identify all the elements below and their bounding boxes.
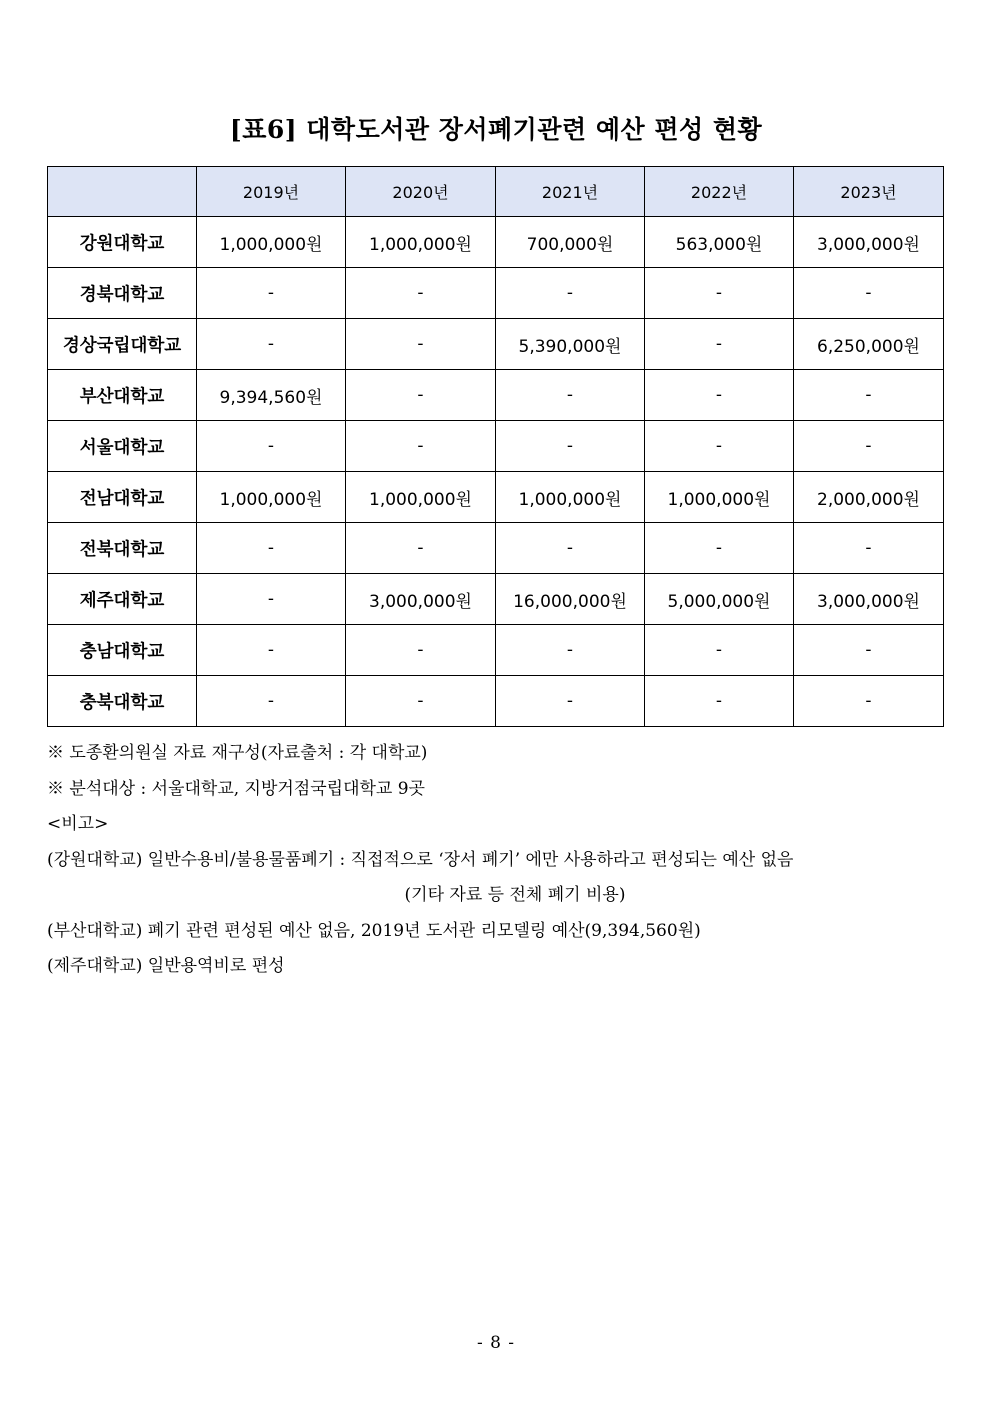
budget-value-cell: 9,394,560원 bbox=[197, 370, 346, 421]
university-name-cell: 부산대학교 bbox=[48, 370, 197, 421]
budget-value-cell: - bbox=[346, 676, 496, 727]
budget-value-cell: - bbox=[197, 421, 346, 472]
year-header: 2023년 bbox=[794, 167, 944, 217]
table-row bbox=[48, 574, 944, 625]
budget-value-cell: - bbox=[197, 523, 346, 574]
budget-value-cell: 5,000,000원 bbox=[645, 574, 794, 625]
table-row bbox=[48, 370, 944, 421]
university-name-cell: 서울대학교 bbox=[48, 421, 197, 472]
budget-value-cell: 1,000,000원 bbox=[645, 472, 794, 523]
budget-value-cell: - bbox=[794, 268, 944, 319]
budget-value-cell: - bbox=[496, 625, 645, 676]
budget-value-cell: 1,000,000원 bbox=[197, 472, 346, 523]
table-row bbox=[48, 676, 944, 727]
year-header: 2021년 bbox=[496, 167, 645, 217]
remark-busan: (부산대학교) 폐기 관련 편성된 예산 없음, 2019년 도서관 리모델링 예산(9,394,560원) bbox=[47, 920, 701, 941]
budget-value-cell: 1,000,000원 bbox=[346, 217, 496, 268]
budget-value-cell: 700,000원 bbox=[496, 217, 645, 268]
budget-value-cell: - bbox=[645, 523, 794, 574]
budget-value-cell: - bbox=[197, 676, 346, 727]
year-header: 2020년 bbox=[346, 167, 496, 217]
remark-kangwon: (강원대학교) 일반수용비/불용물품폐기 : 직접적으로 ‘장서 폐기’ 에만 사용하라고 편성되는 예산 없음 bbox=[47, 849, 794, 870]
table-title: [표6] 대학도서관 장서폐기관련 예산 편성 현황 bbox=[229, 115, 763, 144]
budget-value-cell: - bbox=[496, 370, 645, 421]
budget-value-cell: - bbox=[794, 421, 944, 472]
table-row bbox=[48, 472, 944, 523]
budget-value-cell: - bbox=[346, 625, 496, 676]
budget-value-cell: - bbox=[496, 268, 645, 319]
university-name-cell: 제주대학교 bbox=[48, 574, 197, 625]
budget-value-cell: - bbox=[346, 523, 496, 574]
table-row bbox=[48, 319, 944, 370]
scope-note: ※ 분석대상 : 서울대학교, 지방거점국립대학교 9곳 bbox=[47, 778, 425, 799]
budget-value-cell: - bbox=[197, 268, 346, 319]
remark-jeju: (제주대학교) 일반용역비로 편성 bbox=[47, 956, 285, 976]
remarks-heading: <비고> bbox=[47, 814, 109, 834]
budget-value-cell: - bbox=[794, 523, 944, 574]
budget-value-cell: 16,000,000원 bbox=[496, 574, 645, 625]
table-row bbox=[48, 625, 944, 676]
budget-value-cell: 1,000,000원 bbox=[496, 472, 645, 523]
budget-value-cell: 3,000,000원 bbox=[794, 217, 944, 268]
budget-value-cell: - bbox=[346, 319, 496, 370]
university-name-cell: 전남대학교 bbox=[48, 472, 197, 523]
university-name-cell: 경북대학교 bbox=[48, 268, 197, 319]
budget-value-cell: 2,000,000원 bbox=[794, 472, 944, 523]
year-header: 2022년 bbox=[645, 167, 794, 217]
table-row bbox=[48, 523, 944, 574]
university-name-cell: 경상국립대학교 bbox=[48, 319, 197, 370]
budget-value-cell: - bbox=[197, 625, 346, 676]
budget-value-cell: 3,000,000원 bbox=[346, 574, 496, 625]
source-note: ※ 도종환의원실 자료 재구성(자료출처 : 각 대학교) bbox=[47, 743, 428, 763]
budget-value-cell: - bbox=[197, 574, 346, 625]
budget-value-cell: 1,000,000원 bbox=[197, 217, 346, 268]
budget-value-cell: 6,250,000원 bbox=[794, 319, 944, 370]
corner-cell bbox=[48, 167, 197, 217]
budget-value-cell: - bbox=[794, 370, 944, 421]
budget-value-cell: - bbox=[346, 268, 496, 319]
budget-value-cell: - bbox=[794, 625, 944, 676]
budget-value-cell: - bbox=[645, 625, 794, 676]
budget-value-cell: - bbox=[346, 421, 496, 472]
budget-value-cell: - bbox=[496, 676, 645, 727]
budget-value-cell: 3,000,000원 bbox=[794, 574, 944, 625]
header-row bbox=[48, 167, 944, 217]
budget-value-cell: - bbox=[496, 523, 645, 574]
budget-value-cell: - bbox=[794, 676, 944, 727]
budget-table bbox=[47, 166, 944, 727]
budget-value-cell: - bbox=[645, 676, 794, 727]
table-row bbox=[48, 268, 944, 319]
table-row bbox=[48, 421, 944, 472]
university-name-cell: 강원대학교 bbox=[48, 217, 197, 268]
university-name-cell: 전북대학교 bbox=[48, 523, 197, 574]
budget-value-cell: - bbox=[496, 421, 645, 472]
budget-value-cell: - bbox=[346, 370, 496, 421]
budget-value-cell: - bbox=[645, 421, 794, 472]
budget-value-cell: 5,390,000원 bbox=[496, 319, 645, 370]
budget-value-cell: - bbox=[645, 268, 794, 319]
table-row bbox=[48, 217, 944, 268]
university-name-cell: 충남대학교 bbox=[48, 625, 197, 676]
budget-value-cell: - bbox=[645, 370, 794, 421]
notes-section bbox=[47, 736, 943, 985]
page-number: - 8 - bbox=[476, 1333, 516, 1353]
university-name-cell: 충북대학교 bbox=[48, 676, 197, 727]
year-header: 2019년 bbox=[197, 167, 346, 217]
budget-value-cell: 563,000원 bbox=[645, 217, 794, 268]
remark-kangwon-continued: (기타 자료 등 전체 폐기 비용) bbox=[404, 885, 626, 905]
budget-value-cell: - bbox=[645, 319, 794, 370]
budget-value-cell: - bbox=[197, 319, 346, 370]
budget-value-cell: 1,000,000원 bbox=[346, 472, 496, 523]
